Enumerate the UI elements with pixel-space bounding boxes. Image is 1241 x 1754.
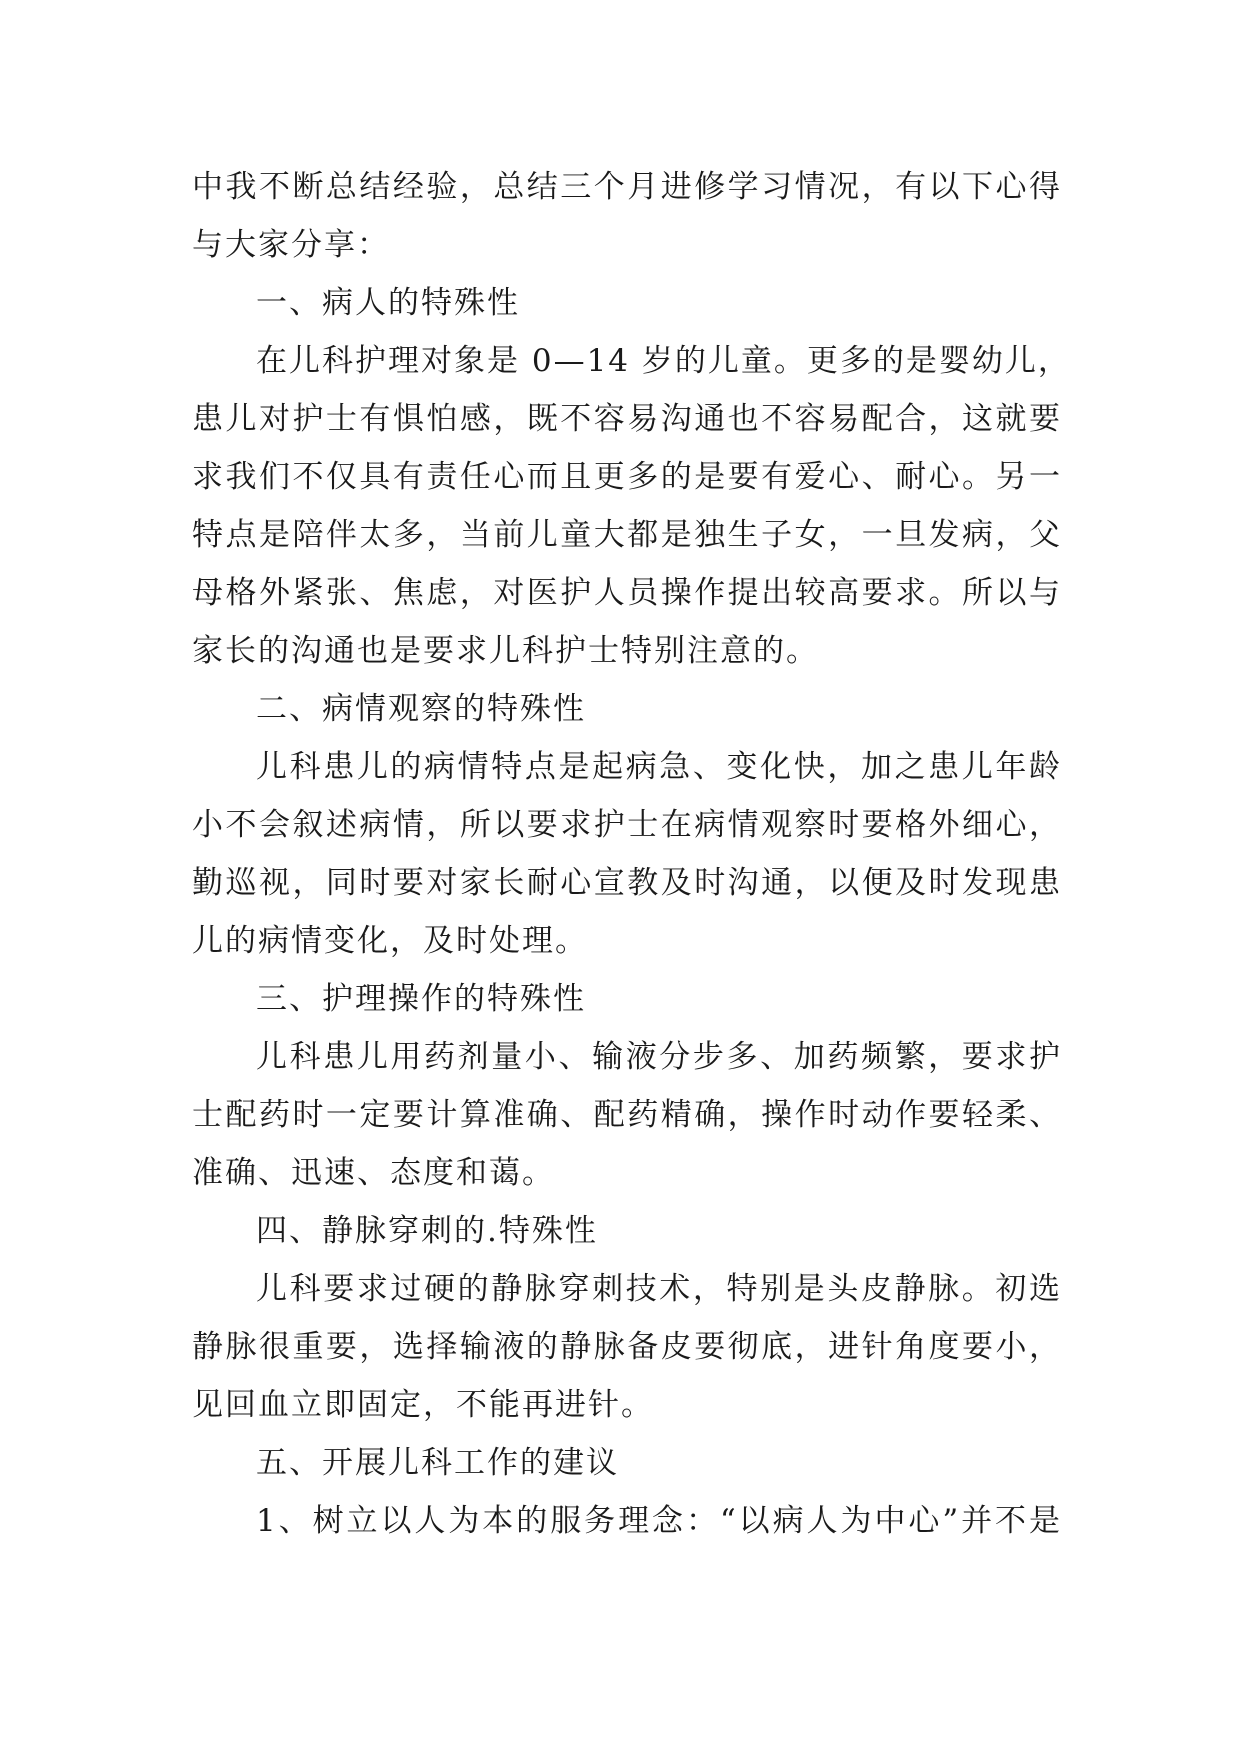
paragraph-line: 见回血立即固定，不能再进针。 xyxy=(192,1387,654,1423)
paragraph-line: 儿的病情变化，及时处理。 xyxy=(192,923,588,959)
paragraph-line: 患儿对护士有惧怕感，既不容易沟通也不容易配合，这就要 xyxy=(192,401,1062,437)
paragraph-line: 母格外紧张、焦虑，对医护人员操作提出较高要求。所以与 xyxy=(192,575,1062,611)
paragraph-line: 儿科患儿的病情特点是起病急、变化快，加之患儿年龄 xyxy=(256,749,1062,785)
paragraph-line: 儿科患儿用药剂量小、输液分步多、加药频繁，要求护 xyxy=(256,1039,1062,1075)
section-heading: 二、病情观察的特殊性 xyxy=(256,691,586,727)
paragraph-line: 儿科要求过硬的静脉穿刺技术，特别是头皮静脉。初选 xyxy=(256,1271,1062,1307)
paragraph-line: 小不会叙述病情，所以要求护士在病情观察时要格外细心， xyxy=(192,807,1062,843)
paragraph-line: 准确、迅速、态度和蔼。 xyxy=(192,1155,555,1191)
paragraph-line: 士配药时一定要计算准确、配药精确，操作时动作要轻柔、 xyxy=(192,1097,1062,1133)
section-heading: 五、开展儿科工作的建议 xyxy=(256,1445,619,1481)
paragraph-line: 家长的沟通也是要求儿科护士特别注意的。 xyxy=(192,633,819,669)
paragraph-line: 勤巡视，同时要对家长耐心宣教及时沟通，以便及时发现患 xyxy=(192,865,1062,901)
paragraph-line: 求我们不仅具有责任心而且更多的是要有爱心、耐心。另一 xyxy=(192,459,1062,495)
paragraph-line: 1、树立以人为本的服务理念：“以病人为中心”并不是 xyxy=(256,1503,1062,1539)
paragraph-line: 中我不断总结经验，总结三个月进修学习情况，有以下心得 xyxy=(192,169,1062,205)
section-heading: 一、病人的特殊性 xyxy=(256,285,520,321)
paragraph-line: 静脉很重要，选择输液的静脉备皮要彻底，进针角度要小， xyxy=(192,1329,1062,1365)
section-heading: 四、静脉穿刺的.特殊性 xyxy=(256,1213,598,1249)
paragraph-line: 与大家分享： xyxy=(192,227,390,263)
paragraph-line: 在儿科护理对象是 0—14 岁的儿童。更多的是婴幼儿， xyxy=(256,343,1071,379)
section-heading: 三、护理操作的特殊性 xyxy=(256,981,586,1017)
paragraph-line: 特点是陪伴太多，当前儿童大都是独生子女，一旦发病，父 xyxy=(192,517,1062,553)
document-body xyxy=(192,158,1071,1550)
